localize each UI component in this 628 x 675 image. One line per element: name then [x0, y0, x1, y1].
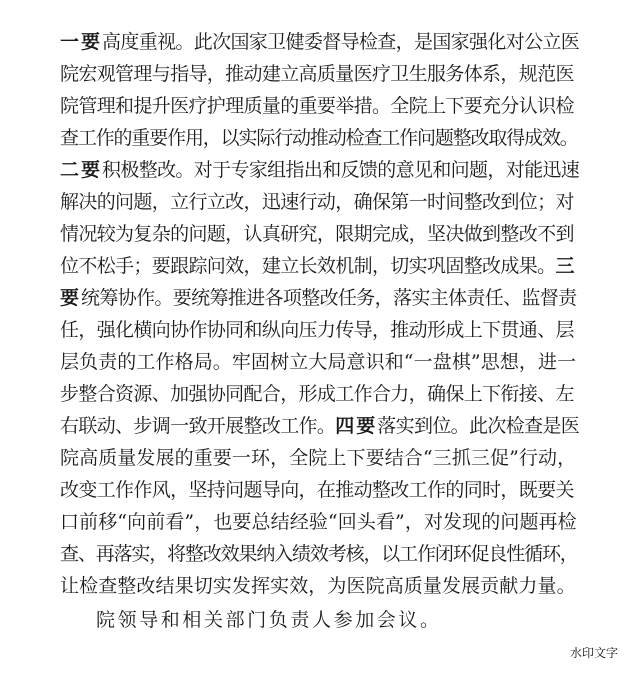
line-text: 情况较为复杂的问题，认真研究，限期完成，坚决做到整改不到: [60, 223, 574, 245]
line-text: 让检查整改结果切实发挥实效，为医院高质量发展贡献力量。: [60, 575, 576, 597]
text-line: [60, 222, 574, 246]
text-line: [60, 478, 574, 502]
line-text: 积极整改。对于专家组指出和反馈的意见和问题，对能迅速: [102, 159, 580, 181]
line-text: 院宏观管理与指导，推动建立高质量医疗卫生服务体系，规范医: [60, 63, 574, 85]
line-text: 解决的问题，立行立改，迅速行动，确保第一时间整改到位；对: [60, 191, 574, 213]
line-text: 落实到位。此次检查是医: [377, 415, 580, 437]
text-line: [60, 318, 574, 342]
text-line: [60, 574, 576, 598]
text-line: [60, 62, 574, 86]
text-line: [60, 158, 579, 182]
line-text: 院高质量发展的重要一环，全院上下要结合“三抓三促”行动，: [60, 447, 577, 469]
line-text: 查工作的重要作用，以实际行动推动检查工作问题整改取得成效。: [60, 127, 578, 149]
watermark: 水印文字: [569, 646, 618, 660]
line-text: 改变工作作风，坚持问题导向，在推动整改工作的同时，既要关: [60, 479, 574, 501]
bold-lead: 三: [555, 255, 577, 277]
line-text: 位不松手；要跟踪问效，建立长效机制，切实巩固整改成果。: [60, 255, 556, 277]
text-line: [60, 542, 578, 566]
text-line: [60, 510, 577, 534]
text-line: [60, 286, 576, 310]
paragraph-attendance: 院领导和相关部门负责人参加会议。: [96, 609, 442, 631]
text-line: [60, 190, 574, 214]
line-text: 层负责的工作格局。牢固树立大局意识和“一盘棋”思想，进一: [60, 351, 577, 373]
bold-lead: 二要: [60, 159, 103, 181]
text-line: [60, 126, 578, 150]
line-text: 统筹协作。要统筹推进各项整改任务，落实主体责任、监督责: [81, 287, 577, 309]
text-line: [60, 94, 574, 118]
line-text: 步整合资源、加强协同配合，形成工作合力，确保上下衔接、左: [60, 383, 574, 405]
text-line: [60, 30, 579, 54]
text-line: [60, 254, 576, 278]
line-text: 院管理和提升医疗护理质量的重要举措。全院上下要充分认识检: [60, 95, 574, 117]
text-line: [60, 414, 579, 438]
line-text: 任，强化横向协作协同和纵向压力传导，推动形成上下贯通、层: [60, 319, 574, 341]
text-line: [60, 446, 576, 470]
line-text: 高度重视。此次国家卫健委督导检查，是国家强化对公立医: [102, 31, 580, 53]
bold-lead: 要: [60, 287, 82, 309]
line-text: 口前移“向前看”，也要总结经验“回头看”，对发现的问题再检: [60, 511, 577, 533]
bold-lead: 一要: [60, 31, 103, 53]
line-text: 查、再落实，将整改效果纳入绩效考核，以工作闭环促良性循环，: [60, 543, 578, 565]
text-line: [60, 382, 574, 406]
text-line: [60, 350, 576, 374]
bold-lead: 四要: [335, 415, 378, 437]
line-text: 右联动、步调一致开展整改工作。: [60, 415, 336, 437]
